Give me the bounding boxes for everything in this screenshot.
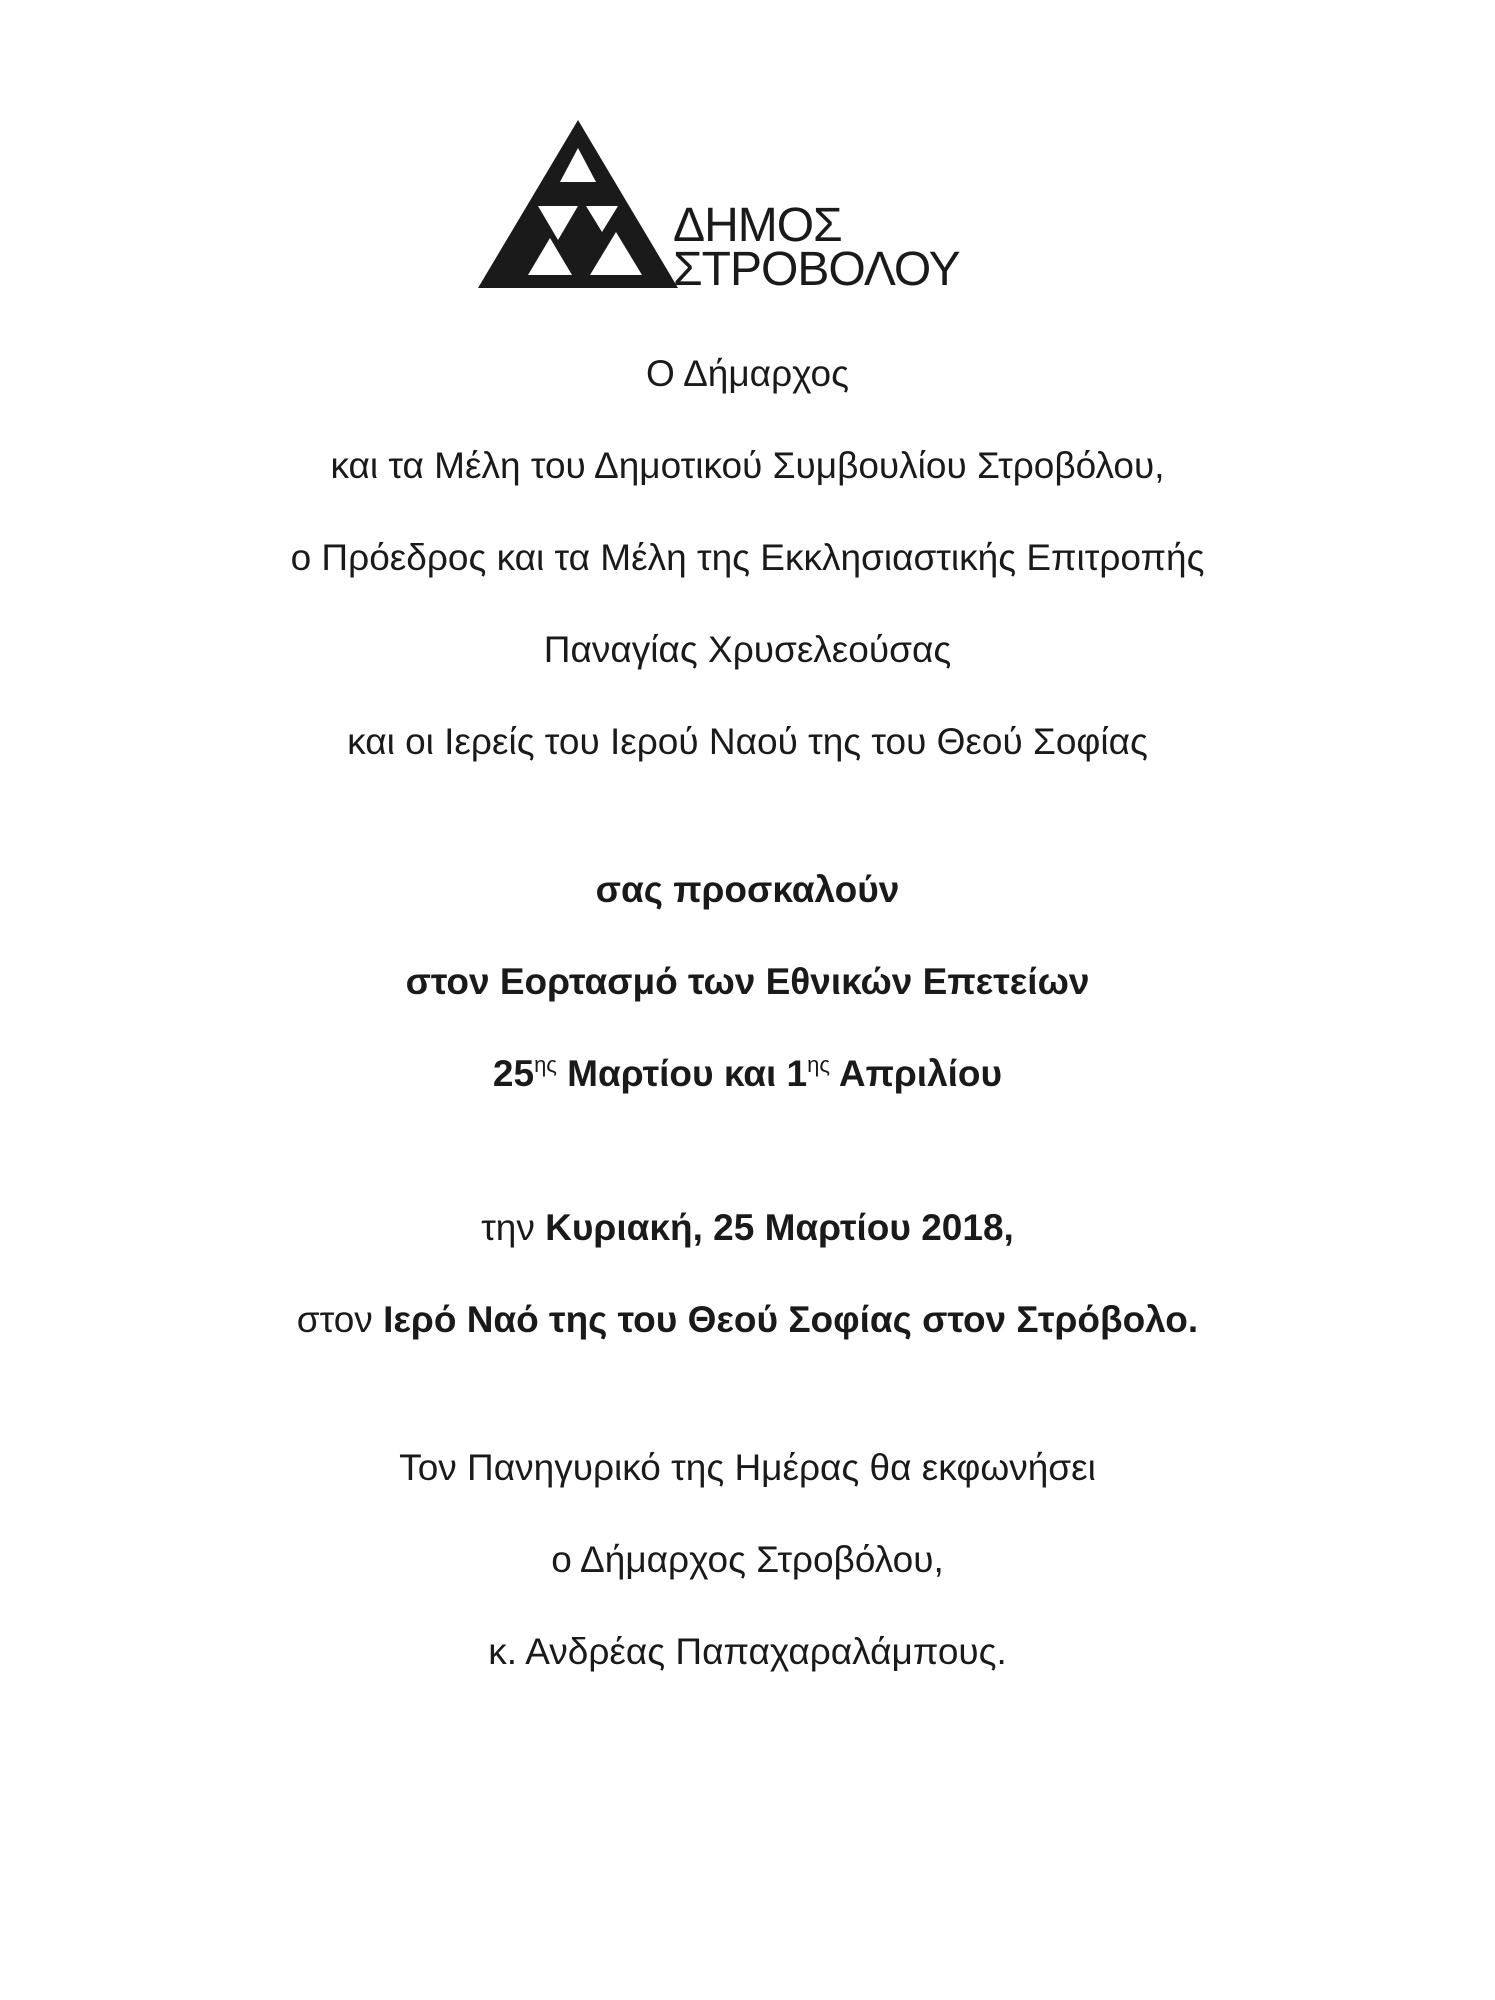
date-march-and-1: Μαρτίου και 1 bbox=[556, 1053, 808, 1094]
date-25-suffix: ης bbox=[534, 1052, 557, 1077]
day-prefix: την bbox=[481, 1207, 546, 1248]
text-line-venue bbox=[0, 1298, 1495, 1342]
logo-text-line2: ΣΤΡΟΒΟΛΟΥ bbox=[673, 243, 960, 296]
text-line-invite: σας προσκαλούν bbox=[595, 869, 900, 910]
venue-prefix: στον bbox=[296, 1299, 384, 1340]
venue-name: Ιερό Ναό της του Θεού Σοφίας στον Στρόβολο. bbox=[383, 1299, 1199, 1340]
logo-text-line1: ΔΗΜΟΣ bbox=[673, 199, 842, 252]
date-april: Απριλίου bbox=[829, 1053, 1003, 1094]
date-1-suffix: ης bbox=[807, 1052, 830, 1077]
text-line-panagia: Παναγίας Χρυσελεούσας bbox=[543, 629, 952, 670]
text-line-day bbox=[0, 1206, 1495, 1250]
triangle-logo-icon bbox=[478, 120, 678, 295]
text-line-committee: ο Πρόεδρος και τα Μέλη της Εκκλησιαστικής Επιτροπής bbox=[290, 537, 1205, 578]
day-date: Κυριακή, 25 Μαρτίου 2018, bbox=[545, 1207, 1014, 1248]
text-line-speaker-title: ο Δήμαρχος Στροβόλου, bbox=[551, 1539, 944, 1580]
text-line-priests: και οι Ιερείς του Ιερού Ναού της του Θεού Σοφίας bbox=[347, 721, 1148, 762]
text-line-council: και τα Μέλη του Δημοτικού Συμβουλίου Στροβόλου, bbox=[330, 445, 1165, 486]
text-line-mayor: Ο Δήμαρχος bbox=[646, 353, 849, 394]
municipality-logo bbox=[478, 120, 960, 296]
text-line-speech: Τον Πανηγυρικό της Ημέρας θα εκφωνήσει bbox=[399, 1447, 1096, 1488]
text-line-celebration: στον Εορτασμό των Εθνικών Επετείων bbox=[405, 961, 1090, 1002]
text-line-dates bbox=[0, 1052, 1495, 1096]
text-line-speaker-name: κ. Ανδρέας Παπαχαραλάμπους. bbox=[488, 1631, 1007, 1672]
date-25: 25 bbox=[492, 1053, 535, 1094]
